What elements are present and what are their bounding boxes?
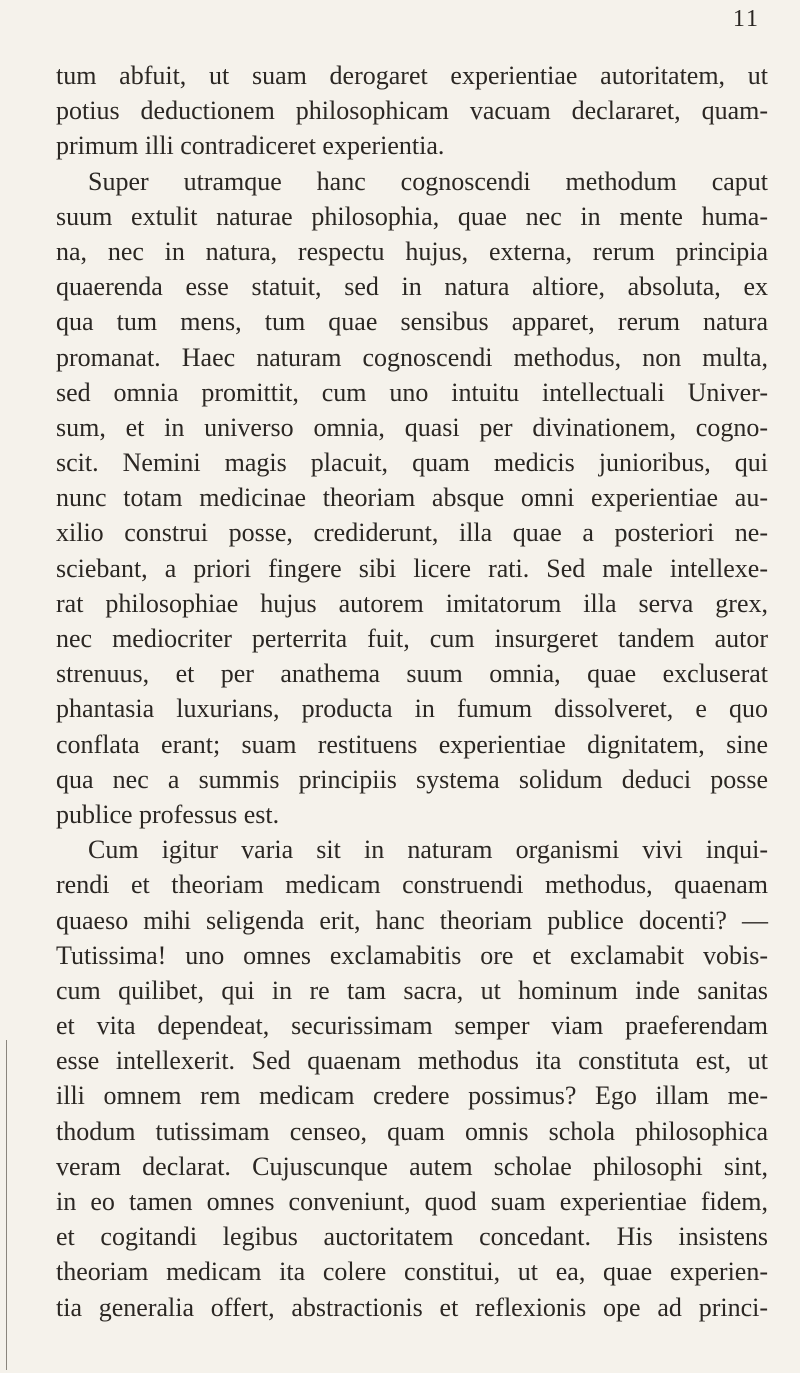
text-line: in eo tamen omnes conveniunt, quod suam experientiae fidem,: [56, 1187, 768, 1216]
text-line: suum extulit naturae philosophia, quae nec in mente huma-: [56, 201, 768, 231]
text-line: sed omnia promittit, cum uno intuitu intellectuali Univer-: [56, 377, 768, 407]
margin-rule: [6, 1040, 7, 1370]
text-line: esse intellexerit. Sed quaenam methodus ita constituta est, ut: [56, 1046, 768, 1076]
text-line: sciebant, a priori fingere sibi licere rati. Sed male intellexe-: [56, 553, 768, 583]
text-line: Cum igitur varia sit in naturam organismi vivi inqui-: [88, 835, 768, 865]
text-line: thodum tutissimam censeo, quam omnis schola philosophica: [56, 1116, 768, 1146]
text-line: promanat. Haec naturam cognoscendi methodus, non multa,: [56, 342, 768, 372]
text-line: potius deductionem philosophicam vacuam declararet, quam-: [56, 96, 768, 126]
text-line: veram declarat. Cujuscunque autem scholae philosophi sint,: [56, 1151, 768, 1181]
text-line: primum illi contradiceret experientia.: [56, 131, 445, 161]
text-line: publice professus est.: [56, 799, 280, 829]
text-line: tia generalia offert, abstractionis et reflexionis ope ad princi-: [56, 1292, 768, 1322]
text-line: cum quilibet, qui in re tam sacra, ut hominum inde sanitas: [56, 975, 768, 1005]
text-line: scit. Nemini magis placuit, quam medicis junioribus, qui: [56, 448, 768, 478]
text-line: rat philosophiae hujus autorem imitatorum illa serva grex,: [56, 588, 768, 618]
text-line: quaeso mihi seligenda erit, hanc theoriam publice docenti? —: [56, 905, 768, 935]
text-line: phantasia luxurians, producta in fumum dissolveret, e quo: [56, 694, 768, 724]
text-line: et cogitandi legibus auctoritatem concedant. His insistens: [56, 1222, 768, 1252]
text-line: qua tum mens, tum quae sensibus apparet, rerum natura: [56, 307, 768, 337]
text-line: conflata erant; suam restituens experientiae dignitatem, sine: [56, 729, 768, 759]
text-line: Tutissima! uno omnes exclamabitis ore et exclamabit vobis-: [56, 940, 768, 970]
body-text: [56, 58, 768, 1325]
text-line: xilio construi posse, crediderunt, illa quae a posteriori ne-: [56, 518, 768, 548]
text-line: qua nec a summis principiis systema solidum deduci posse: [56, 764, 768, 794]
text-line: et vita dependeat, securissimam semper viam praeferendam: [56, 1011, 768, 1041]
text-line: tum abfuit, ut suam derogaret experientiae autoritatem, ut: [56, 61, 768, 90]
text-line: rendi et theoriam medicam construendi methodus, quaenam: [56, 870, 768, 900]
text-line: nunc totam medicinae theoriam absque omni experientiae au-: [56, 483, 768, 513]
text-line: na, nec in natura, respectu hujus, externa, rerum principia: [56, 236, 768, 266]
text-line: sum, et in universo omnia, quasi per divinationem, cogno-: [56, 412, 768, 442]
page-number: 11: [732, 6, 760, 32]
text-line: quaerenda esse statuit, sed in natura altiore, absoluta, ex: [56, 272, 768, 302]
text-line: nec mediocriter perterrita fuit, cum insurgeret tandem autor: [56, 624, 768, 653]
text-line: strenuus, et per anathema suum omnia, quae excluserat: [56, 659, 768, 689]
text-line: theoriam medicam ita colere constitui, ut ea, quae experien-: [56, 1257, 768, 1287]
text-line: Super utramque hanc cognoscendi methodum caput: [88, 166, 768, 196]
text-line: illi omnem rem medicam credere possimus? Ego illam me-: [56, 1081, 768, 1111]
